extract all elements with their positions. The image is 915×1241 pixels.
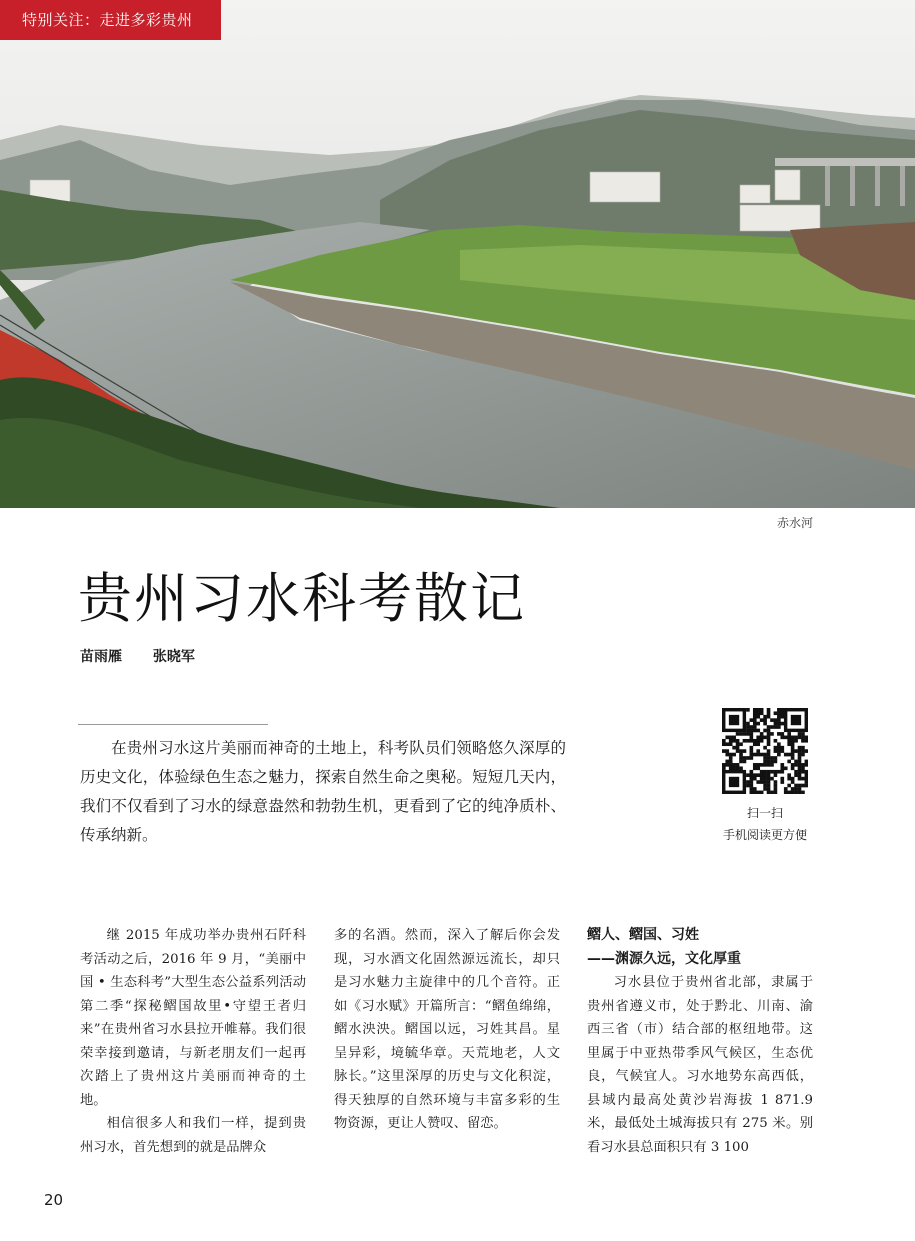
article-abstract: 在贵州习水这片美丽而神奇的土地上，科考队员们领略悠久深厚的历史文化，体验绿色生态之魅力，探索自然生命之奥秘。短短几天内，我们不仅看到了习水的绿意盎然和勃勃生机，更看到了它的纯净质朴、传承纳新。 [80, 739, 566, 844]
hero-photo [0, 0, 915, 508]
page-number: 20 [44, 1191, 64, 1209]
article-title: 贵州习水科考散记 [78, 567, 526, 630]
qr-code[interactable] [722, 708, 808, 794]
section-subheading: ——渊源久远，文化厚重 [587, 950, 741, 967]
section-heading: 鳛人、鳛国、习姓 [587, 927, 699, 943]
qr-caption-line: 扫一扫 [746, 806, 783, 820]
body-column-1 [80, 924, 306, 1159]
author-name: 苗雨雁 [80, 649, 122, 665]
qr-caption [700, 802, 830, 846]
body-column-3 [587, 924, 813, 1159]
body-paragraph: 多的名酒。然而，深入了解后你会发现，习水酒文化固然源远流长，却只是习水魅力主旋律中的几个音符。正如《习水赋》开篇所言：“鳛鱼绵绵，鳛水泱泱。鳛国以远，习姓其昌。星呈异彩，境毓华章。天荒地老，人文脉长。”这里深厚的历史与文化积淀，得天独厚的自然环境与丰富多彩的生物资源，更让人赞叹、留恋。 [334, 928, 560, 1131]
body-paragraph: 习水县位于贵州省北部，隶属于贵州省遵义市，处于黔北、川南、渝西三省（市）结合部的枢纽地带。这里属于中亚热带季风气候区，生态优良，气候宜人。习水地势东高西低，县域内最高处黄沙岩海拔 1 871.9 米，最低处土城海拔只有 275 米。别看习水县总面积只有 3 100 [587, 975, 813, 1155]
body-paragraph: 相信很多人和我们一样，提到贵州习水，首先想到的就是品牌众 [80, 1116, 306, 1155]
authors [80, 646, 195, 666]
photo-caption: 赤水河 [776, 516, 813, 530]
divider [78, 724, 268, 725]
section-tag: 特别关注：走进多彩贵州 [0, 0, 221, 40]
body-column-2 [334, 924, 560, 1136]
body-paragraph: 继 2015 年成功举办贵州石阡科考活动之后，2016 年 9 月，“美丽中国 • 生态科考”大型生态公益系列活动第二季“探秘鳛国故里•守望王者归来”在贵州省习水县拉开帷幕。我们很荣幸接到邀请，与新老朋友们一起再次踏上了贵州这片美丽而神奇的土地。 [80, 928, 306, 1108]
qr-caption-line: 手机阅读更方便 [722, 828, 807, 842]
author-name: 张晓军 [152, 649, 195, 665]
